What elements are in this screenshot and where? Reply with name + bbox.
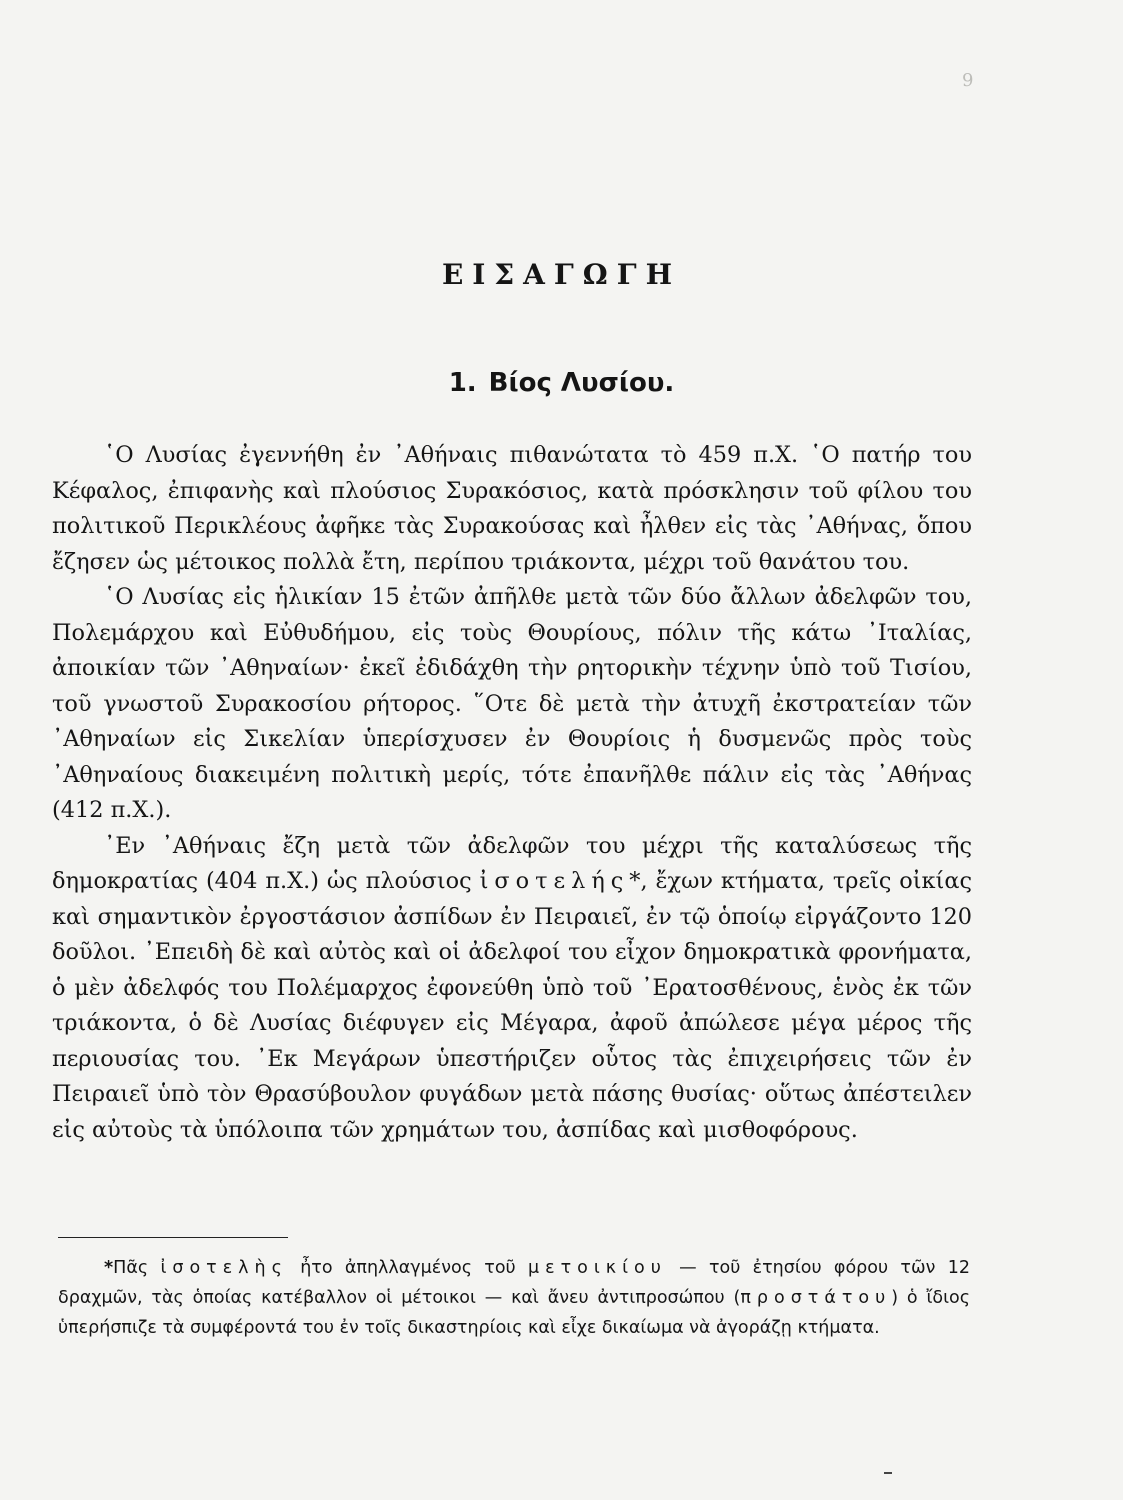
footnote-text-2: — τοῦ ἐτησίου φόρου τῶν 12 δραχμῶν, τὰς ὁποίας κατέβαλλον οἱ μέτοικοι — καὶ ἄνευ ἀντιπροσώπου ( <box>58 1258 970 1308</box>
footnote-divider <box>58 1237 288 1238</box>
main-text <box>52 438 972 1148</box>
footnote-reference-mark: * <box>629 868 641 894</box>
page-number-mark: 9 <box>962 70 974 91</box>
paragraph-1: ῾Ο Λυσίας ἐγεννήθη ἐν ᾿Αθήναις πιθανώτατα τὸ 459 π.Χ. ῾Ο πατήρ του Κέφαλος, ἐπιφανὴς καὶ πλούσιος Συρακόσιος, κατὰ πρόσκλησιν τοῦ φίλου του πολιτικοῦ Περικλέους ἀφῆκε τὰς Συρακούσας καὶ ἦλθεν εἰς τὰς ᾿Αθήνας, ὅπου ἔζησεν ὡς μέτοικος πολλὰ ἔτη, περίπου τριάκοντα, μέχρι τοῦ θανάτου του. <box>52 442 972 575</box>
paragraph-3-start: ᾿Εν ᾿Αθήναις ἔζη μετὰ τῶν ἀδελφῶν του μέχρι τῆς καταλύσεως τῆς δημοκρατίας (404 π.Χ.) ὡς πλούσιος <box>52 832 972 894</box>
footnote <box>58 1253 970 1343</box>
footnote-text-1: ἦτο ἀπηλλαγμένος τοῦ <box>287 1258 528 1278</box>
footnote-text-3: ) ὁ ἴδιος ὑπερήσπιζε τὰ συμφέροντά του ἐν τοῖς δικαστηρίοις καὶ εἶχε δικαίωμα νὰ ἀγοράζῃ κτήματα. <box>58 1288 970 1338</box>
section-title: Βίος Λυσίου. <box>488 368 675 398</box>
paragraph-3 <box>52 829 972 1149</box>
footnote-term-prostates: προστάτου <box>740 1288 892 1308</box>
section-heading <box>0 368 1123 398</box>
footnote-lead: Πᾶς <box>113 1258 161 1278</box>
paragraph-3-end: , ἔχων κτήματα, τρεῖς οἰκίας καὶ σημαντικὸν ἐργοστάσιον ἀσπίδων ἐν Πειραιεῖ, ἐν τῷ ὁποίῳ εἰργάζοντο 120 δοῦλοι. ᾿Επειδὴ δὲ καὶ αὐτὸς καὶ οἱ ἀδελφοί του εἶχον δημοκρατικὰ φρονήματα, ὁ μὲν ἀδελφός του Πολέμαρχος ἐφονεύθη ὑπὸ τοῦ ᾿Ερατοσθένους, ἑνὸς ἐκ τῶν τριάκοντα, ὁ δὲ Λυσίας διέφυγεν εἰς Μέγαρα, ἀφοῦ ἀπώλεσε μέγα μέρος τῆς περιουσίας του. ᾿Εκ Μεγάρων ὑπεστήριζεν οὗτος τὰς ἐπιχειρήσεις τῶν ἐν Πειραιεῖ ὑπὸ τὸν Θρασύβουλον φυγάδων μετὰ πάσης θυσίας· οὕτως ἀπέστειλεν εἰς αὐτοὺς τὰ ὑπόλοιπα τῶν χρημάτων του, ἀσπίδας καὶ μισθοφόρους. <box>52 868 972 1143</box>
footnote-term-isoteles: ἰσοτελὴς <box>160 1258 288 1278</box>
page-title: ΕΙΣΑΓΩΓΗ <box>441 258 682 291</box>
paragraph-2: ῾Ο Λυσίας εἰς ἡλικίαν 15 ἐτῶν ἀπῆλθε μετὰ τῶν δύο ἄλλων ἀδελφῶν του, Πολεμάρχου καὶ Εὐθυδήμου, εἰς τοὺς Θουρίους, πόλιν τῆς κάτω ᾿Ιταλίας, ἀποικίαν τῶν ᾿Αθηναίων· ἐκεῖ ἐδιδάχθη τὴν ρητορικὴν τέχνην ὑπὸ τοῦ Τισίου, τοῦ γνωστοῦ Συρακοσίου ρήτορος. ῞Οτε δὲ μετὰ τὴν ἀτυχῆ ἐκστρατείαν τῶν ᾿Αθηναίων εἰς Σικελίαν ὑπερίσχυσεν ἐν Θουρίοις ἡ δυσμενῶς πρὸς τοὺς ᾿Αθηναίους διακειμένη πολιτικὴ μερίς, τότε ἐπανῆλθε πάλιν εἰς τὰς ᾿Αθήνας (412 π.Χ.). <box>52 584 972 823</box>
section-number: 1. <box>448 368 477 398</box>
emphasized-term: ἰσοτελής <box>479 868 630 894</box>
footnote-mark: * <box>104 1258 114 1278</box>
page-edge-mark <box>884 1472 892 1474</box>
footnote-term-metoikion: μετοικίου <box>528 1258 667 1278</box>
